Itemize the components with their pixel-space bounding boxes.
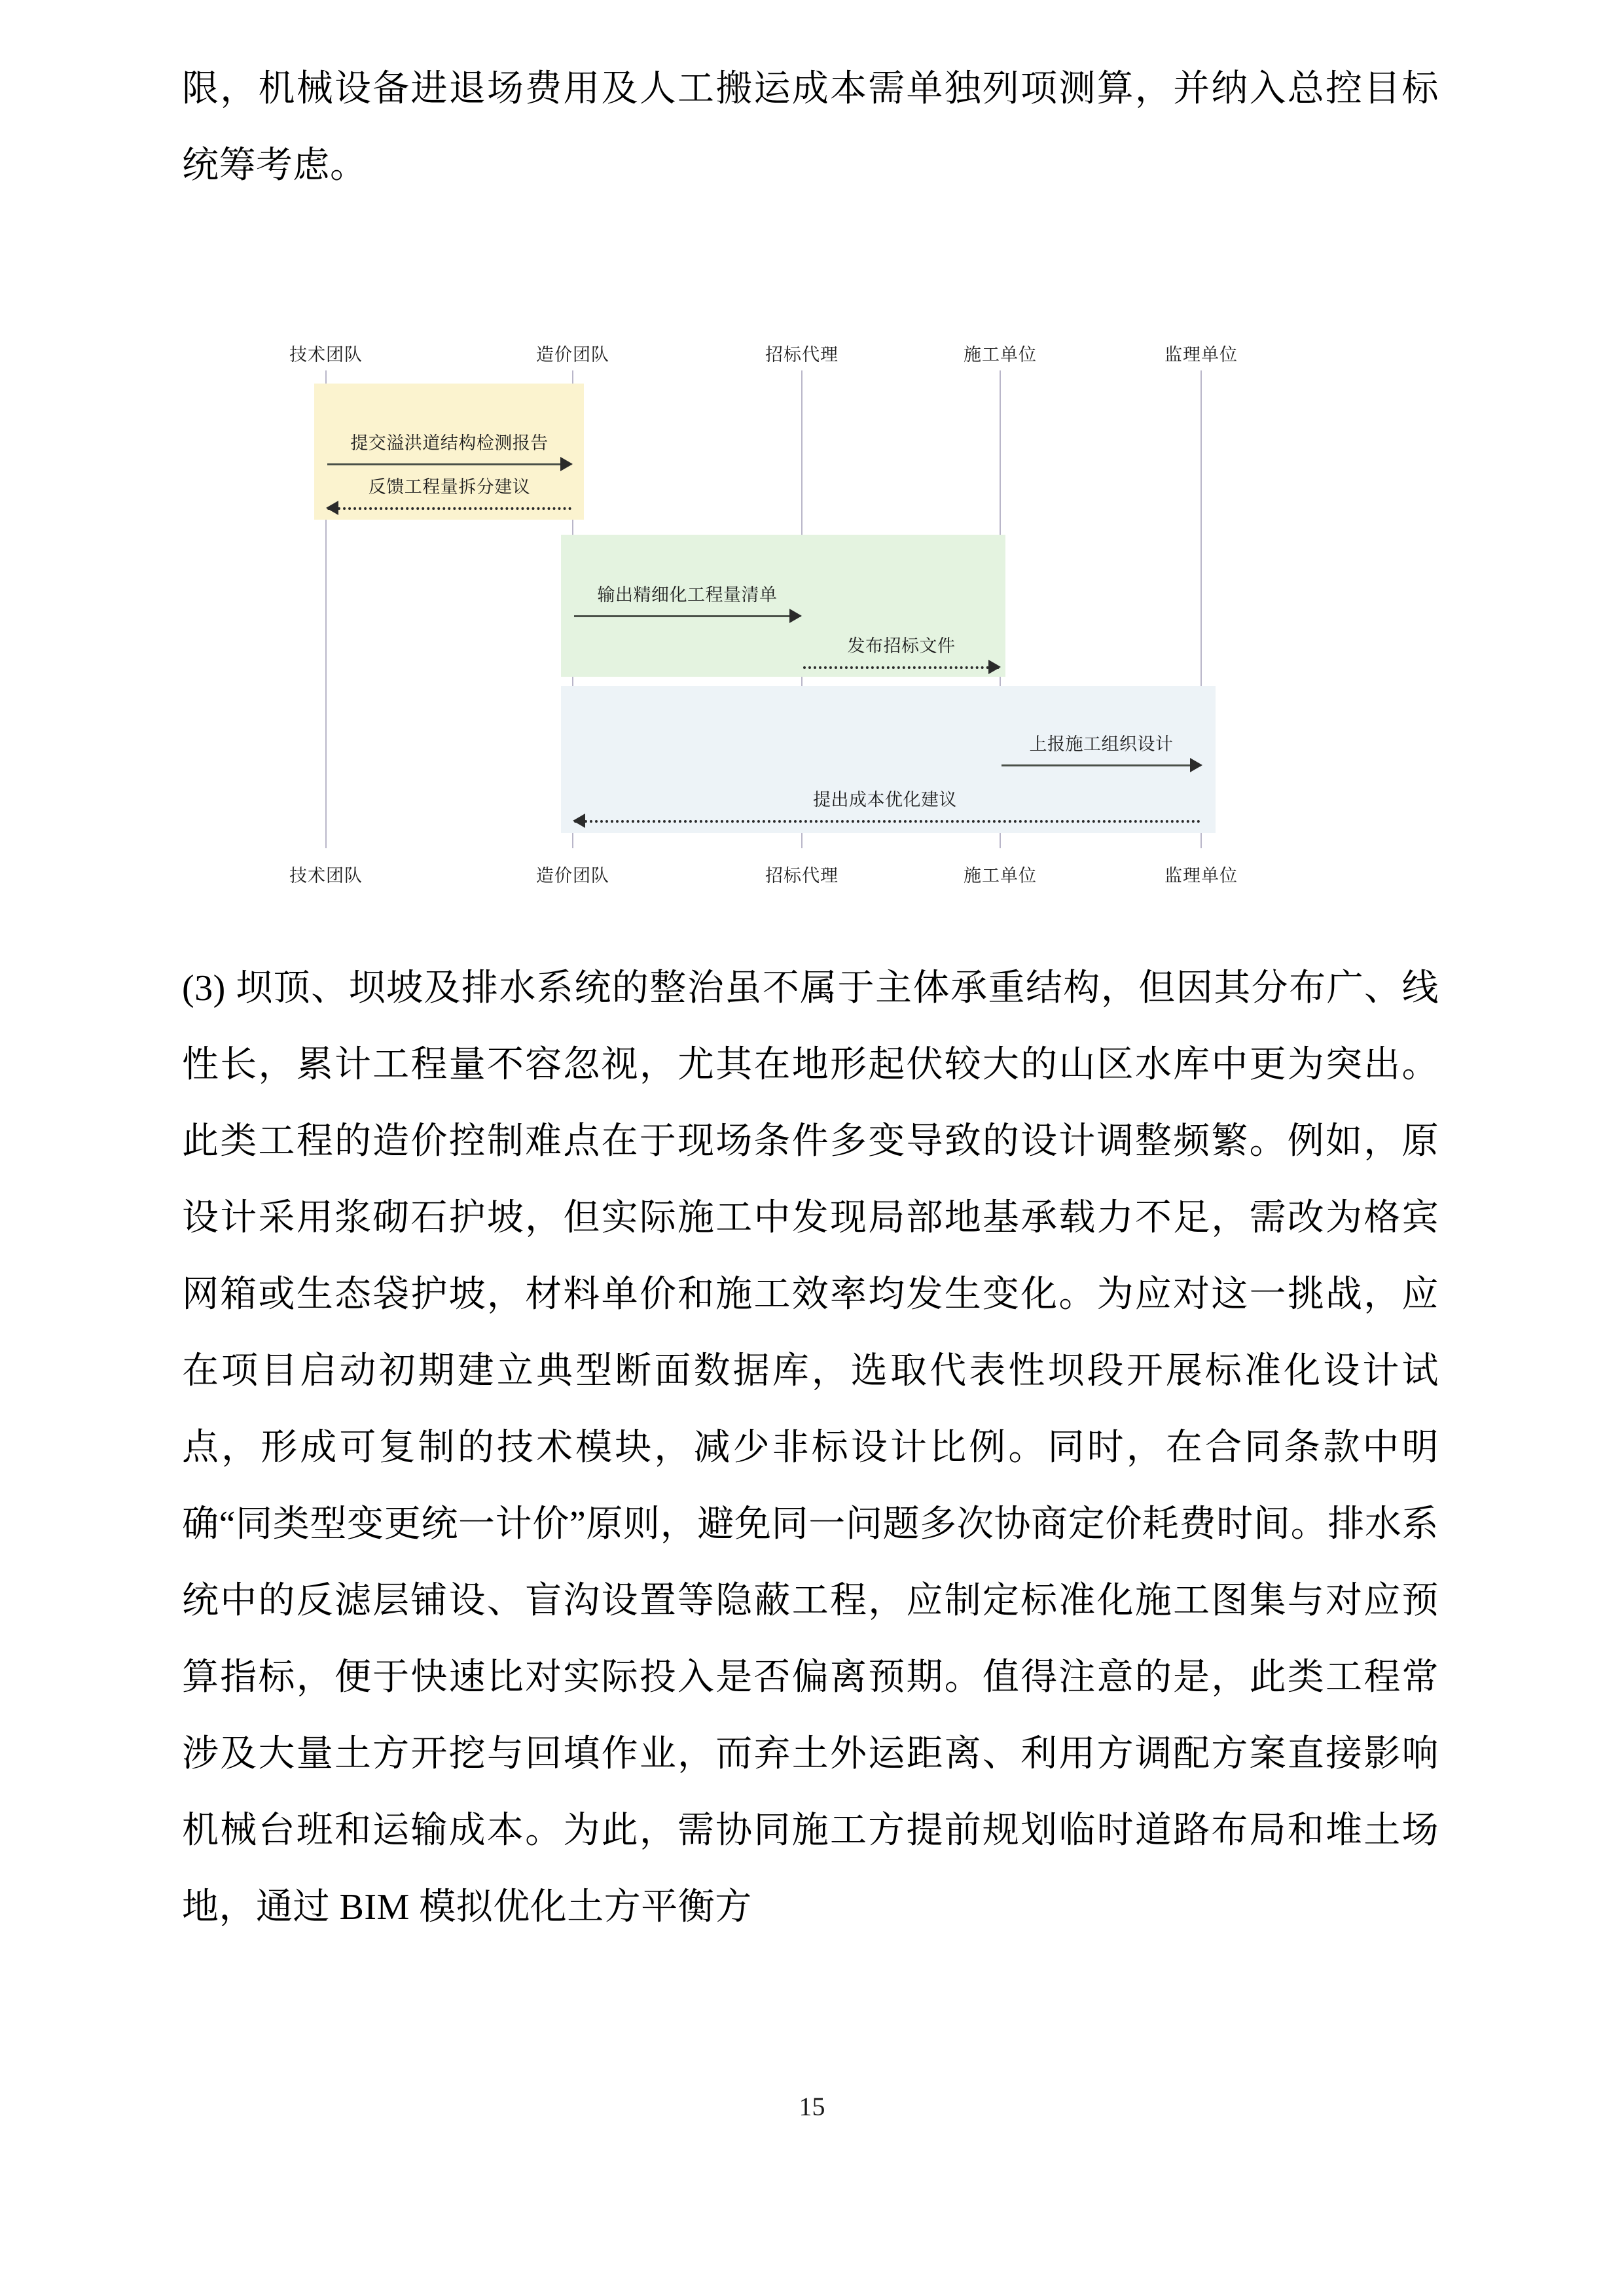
- message-line: [327, 507, 571, 510]
- message-label: 输出精细化工程量清单: [597, 585, 778, 605]
- lifeline-label-top-tender: 招标代理: [765, 345, 839, 365]
- arrowhead-left-icon: [573, 814, 585, 828]
- message-line: [803, 666, 1000, 669]
- message-group-blue: [561, 686, 1216, 833]
- arrowhead-right-icon: [988, 660, 1001, 674]
- lifeline-label-top-supervisor: 监理单位: [1164, 345, 1238, 365]
- message-label: 提交溢洪道结构检测报告: [350, 433, 549, 453]
- message-line: [574, 615, 801, 617]
- arrowhead-left-icon: [326, 501, 338, 515]
- lifeline-label-bottom-contractor: 施工单位: [964, 866, 1037, 886]
- page-number: 15: [799, 2092, 825, 2121]
- message-line: [1001, 764, 1201, 766]
- lifeline-label-bottom-tender: 招标代理: [765, 866, 839, 886]
- lifeline-label-bottom-supervisor: 监理单位: [1164, 866, 1238, 886]
- message-line: [327, 463, 571, 465]
- lifeline-label-top-contractor: 施工单位: [964, 345, 1037, 365]
- message-line: [574, 820, 1200, 823]
- message-label: 上报施工组织设计: [1029, 734, 1174, 754]
- lifeline-label-bottom-cost: 造价团队: [536, 866, 609, 886]
- top-paragraph-text: 限，机械设备进退场费用及人工搬运成本需单独列项测算，并纳入总控目标统筹考虑。: [182, 69, 1439, 186]
- sequence-diagram: [249, 340, 1381, 890]
- lifeline-label-bottom-tech: 技术团队: [289, 866, 363, 886]
- lifeline-label-top-cost: 造价团队: [536, 345, 609, 365]
- arrowhead-right-icon: [1190, 758, 1202, 772]
- arrowhead-right-icon: [789, 609, 802, 623]
- message-label: 反馈工程量拆分建议: [368, 477, 531, 497]
- lifeline-label-top-tech: 技术团队: [289, 345, 363, 365]
- top-paragraph-block: [182, 51, 1439, 204]
- message-label: 提出成本优化建议: [813, 790, 957, 810]
- body-paragraph-block: [182, 950, 1439, 1946]
- arrowhead-right-icon: [560, 457, 573, 471]
- body-paragraph-text: (3) 坝顶、坝坡及排水系统的整治虽不属于主体承重结构，但因其分布广、线性长，累计工程量不容忽视，尤其在地形起伏较大的山区水库中更为突出。此类工程的造价控制难点在于现场条件多变导致的设计调整频繁。例如，原设计采用浆砌石护坡，但实际施工中发现局部地基承载力不足，需改为格宾网箱或生态袋护坡，材料单价和施工效率均发生变化。为应对这一挑战，应在项目启动初期建立典型断面数据库，选取代表性坝段开展标准化设计试点，形成可复制的技术模块，减少非标设计比例。同时，在合同条款中明确“同类型变更统一计价”原则，避免同一问题多次协商定价耗费时间。排水系统中的反滤层铺设、盲沟设置等隐蔽工程，应制定标准化施工图集与对应预算指标，便于快速比对实际投入是否偏离预期。值得注意的是，此类工程常涉及大量土方开挖与回填作业，而弃土外运距离、利用方调配方案直接影响机械台班和运输成本。为此，需协同施工方提前规划临时道路布局和堆土场地，通过 BIM 模拟优化土方平衡方: [182, 968, 1439, 1928]
- message-label: 发布招标文件: [847, 636, 956, 656]
